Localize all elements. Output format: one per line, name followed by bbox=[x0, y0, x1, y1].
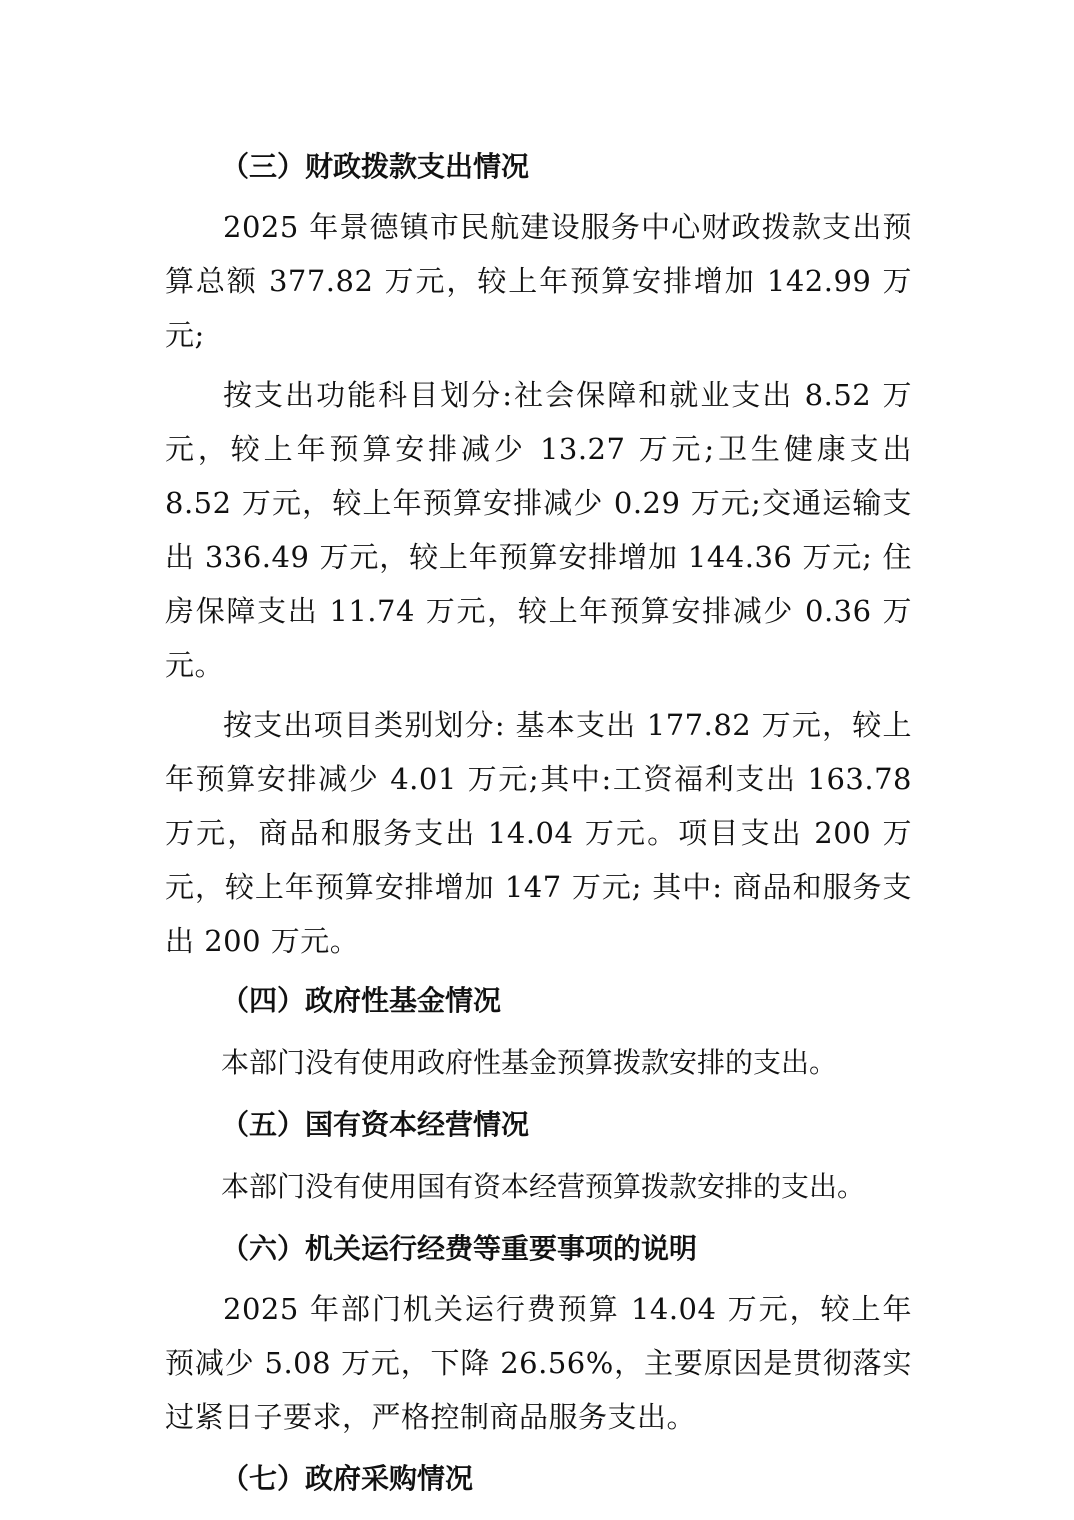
paragraph-operating-expenses: 2025 年部门机关运行费预算 14.04 万元，较上年预减少 5.08 万元，下降 26.56%，主要原因是贯彻落实过紧日子要求，严格控制商品服务支出。 bbox=[165, 1292, 912, 1434]
paragraph-functional-classification: 按支出功能科目划分:社会保障和就业支出 8.52 万元，较上年预算安排减少 13.27 万元;卫生健康支出 8.52 万元，较上年预算安排减少 0.29 万元;交通运输支出 336.49 万元，较上年预算安排增加 144.36 万元; 住房保障支出 11.74 万元，较上年预算安排减少 0.36 万元。 bbox=[165, 378, 912, 682]
section-heading-5: （五）国有资本经营情况 bbox=[221, 1108, 530, 1141]
paragraph-project-classification: 按支出项目类别划分: 基本支出 177.82 万元，较上年预算安排减少 4.01 万元;其中:工资福利支出 163.78 万元，商品和服务支出 14.04 万元。项目支出 200 万元，较上年预算安排增加 147 万元; 其中: 商品和服务支出 200 万元。 bbox=[165, 708, 912, 958]
document-body bbox=[165, 140, 912, 1506]
paragraph-state-capital: 本部门没有使用国有资本经营预算拨款安排的支出。 bbox=[221, 1170, 866, 1203]
paragraph-total-expenditure: 2025 年景德镇市民航建设服务中心财政拨款支出预算总额 377.82 万元，较上年预算安排增加 142.99 万元; bbox=[165, 210, 912, 352]
section-heading-6: （六）机关运行经费等重要事项的说明 bbox=[221, 1232, 698, 1265]
section-heading-4: （四）政府性基金情况 bbox=[221, 984, 502, 1017]
paragraph-government-fund: 本部门没有使用政府性基金预算拨款安排的支出。 bbox=[221, 1046, 838, 1079]
section-heading-3: （三）财政拨款支出情况 bbox=[221, 150, 530, 183]
section-heading-7: （七）政府采购情况 bbox=[221, 1462, 474, 1495]
